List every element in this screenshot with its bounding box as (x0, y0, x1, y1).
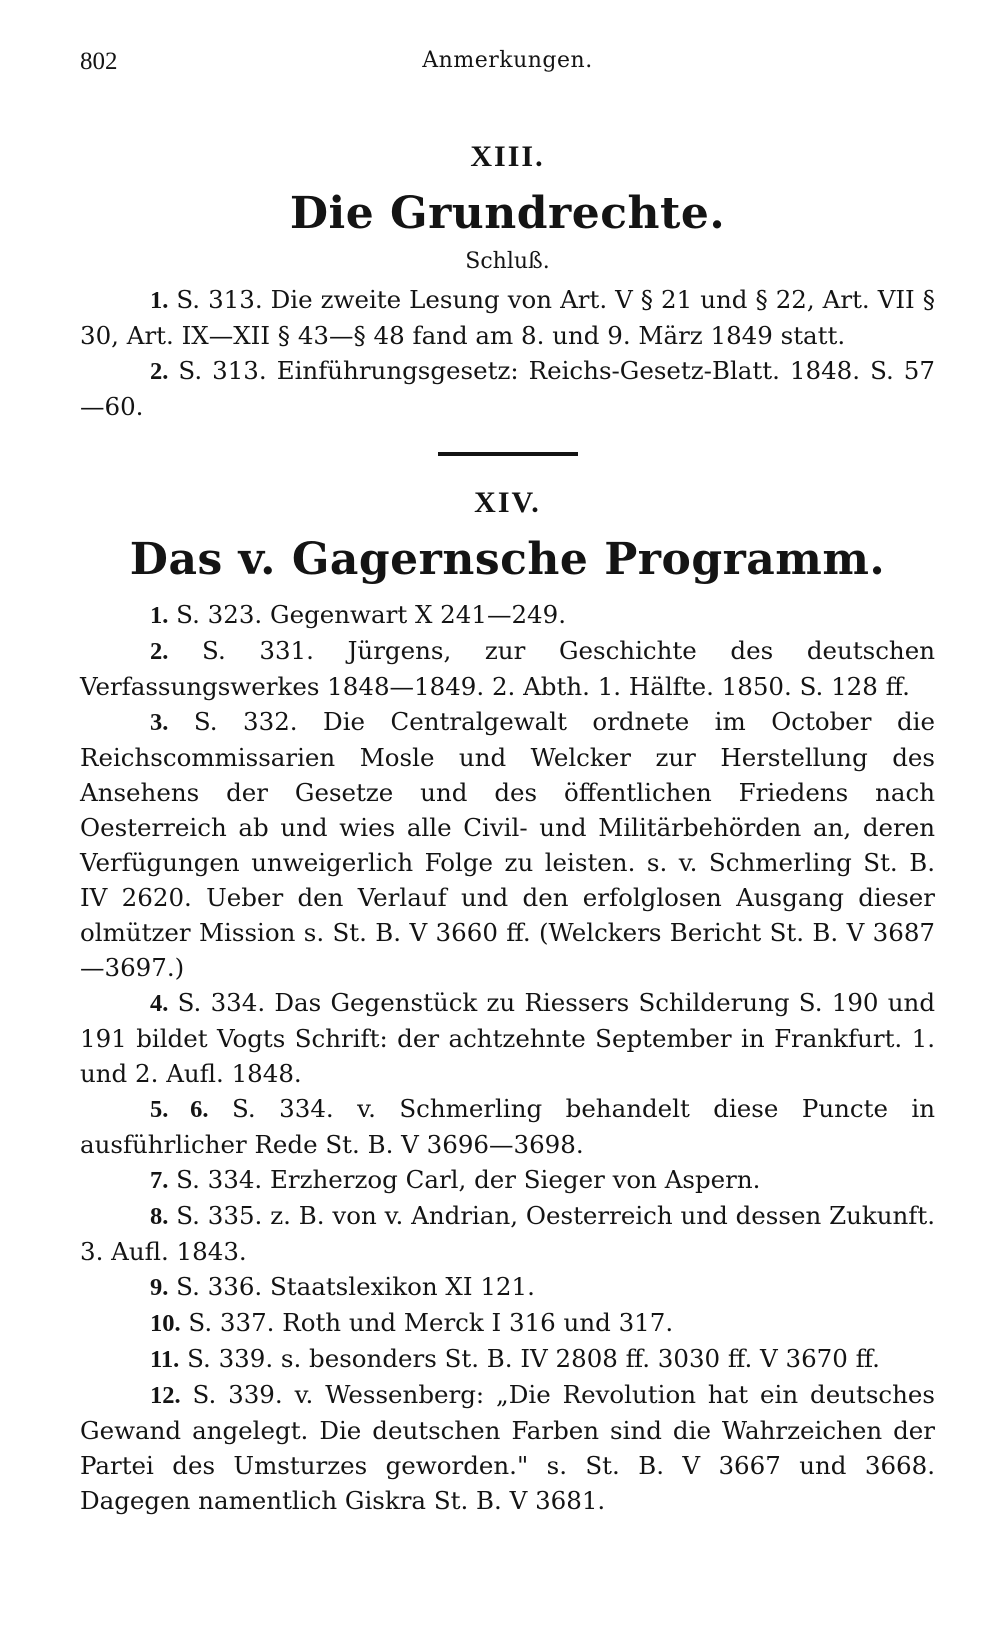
note-text: S. 339. s. besonders St. B. IV 2808 ff. 3030 ff. V 3670 ff. (187, 1344, 880, 1373)
note-number: 3. (150, 709, 169, 736)
note-xiv-1 (80, 597, 935, 633)
note-xiv-9 (80, 1269, 935, 1305)
running-head: Anmerkungen. (422, 48, 593, 73)
note-number: 12. (150, 1382, 181, 1409)
section-divider (438, 452, 578, 456)
note-xiv-11 (80, 1341, 935, 1377)
note-text: S. 334. Das Gegenstück zu Riessers Schilderung S. 190 und 191 bildet Vogts Schrift: der achtzehnte September in Frankfurt. 1. und 2. Aufl. 1848. (80, 988, 935, 1088)
note-text: S. 313. Einführungsgesetz: Reichs-Gesetz-Blatt. 1848. S. 57—60. (80, 356, 935, 421)
note-xiv-3 (80, 704, 935, 985)
note-text: S. 337. Roth und Merck I 316 und 317. (188, 1308, 674, 1337)
note-number: 7. (150, 1167, 169, 1194)
note-text: S. 313. Die zweite Lesung von Art. V § 21 und § 22, Art. VII § 30, Art. IX—XII § 43—§ 48 fand am 8. und 9. März 1849 statt. (80, 285, 935, 350)
note-text: S. 323. Gegenwart X 241—249. (176, 600, 566, 629)
page-number: 802 (80, 48, 118, 75)
note-number: 10. (150, 1310, 181, 1337)
note-text: S. 335. z. B. von v. Andrian, Oesterreich und dessen Zukunft. 3. Aufl. 1843. (80, 1201, 935, 1266)
note-number: 2. (150, 358, 169, 385)
note-text: S. 336. Staatslexikon XI 121. (176, 1272, 535, 1301)
note-xiv-8 (80, 1198, 935, 1269)
note-number: 4. (150, 990, 169, 1017)
note-number: 1. (150, 602, 169, 629)
note-text: S. 339. v. Wessenberg: „Die Revolution hat ein deutsches Gewand angelegt. Die deutschen Farben sind die Wahrzeichen der Partei des Umsturzes geworden." s. St. B. V 3667 und 3668. Dagegen namentlich Giskra St. B. V 3681. (80, 1380, 935, 1515)
section-number: XIII. (470, 140, 545, 173)
note-xiv-10 (80, 1305, 935, 1341)
note-number: 5. 6. (150, 1096, 209, 1123)
note-xiv-5-6 (80, 1091, 935, 1162)
note-xiv-2 (80, 633, 935, 704)
note-text: S. 334. v. Schmerling behandelt diese Puncte in ausführlicher Rede St. B. V 3696—3698. (80, 1094, 936, 1159)
section-title: Das v. Gagernsche Programm. (129, 534, 886, 585)
note-number: 2. (150, 638, 169, 665)
page-header (80, 40, 935, 90)
section-number: XIV. (474, 486, 541, 519)
note-xiv-12 (80, 1377, 935, 1518)
note-xiii-2 (80, 353, 935, 424)
note-number: 8. (150, 1203, 169, 1230)
note-xiii-1 (80, 282, 935, 353)
note-text: S. 331. Jürgens, zur Geschichte des deutschen Verfassungswerkes 1848—1849. 2. Abth. 1. Hälfte. 1850. S. 128 ff. (80, 636, 935, 701)
section-subtitle: Schluß. (465, 249, 550, 274)
note-number: 11. (150, 1346, 180, 1373)
section-title: Die Grundrechte. (289, 188, 726, 239)
book-page (80, 40, 935, 1600)
note-number: 1. (150, 287, 169, 314)
note-text: S. 332. Die Centralgewalt ordnete im October die Reichscommissarien Mosle und Welcker zur Herstellung des Ansehens der Gesetze und des öffentlichen Friedens nach Oesterreich ab und wies alle Civil- und Militärbehörden an, deren Verfügungen unweigerlich Folge zu leisten. s. v. Schmerling St. B. IV 2620. Ueber den Verlauf und den erfolglosen Ausgang dieser olmützer Mission s. St. B. V 3660 ff. (Welckers Bericht St. B. V 3687—3697.) (80, 707, 936, 982)
note-number: 9. (150, 1274, 169, 1301)
section-xiii (80, 140, 935, 424)
note-xiv-4 (80, 985, 935, 1091)
note-xiv-7 (80, 1162, 935, 1198)
note-text: S. 334. Erzherzog Carl, der Sieger von Aspern. (176, 1165, 761, 1194)
section-xiv (80, 486, 935, 1518)
